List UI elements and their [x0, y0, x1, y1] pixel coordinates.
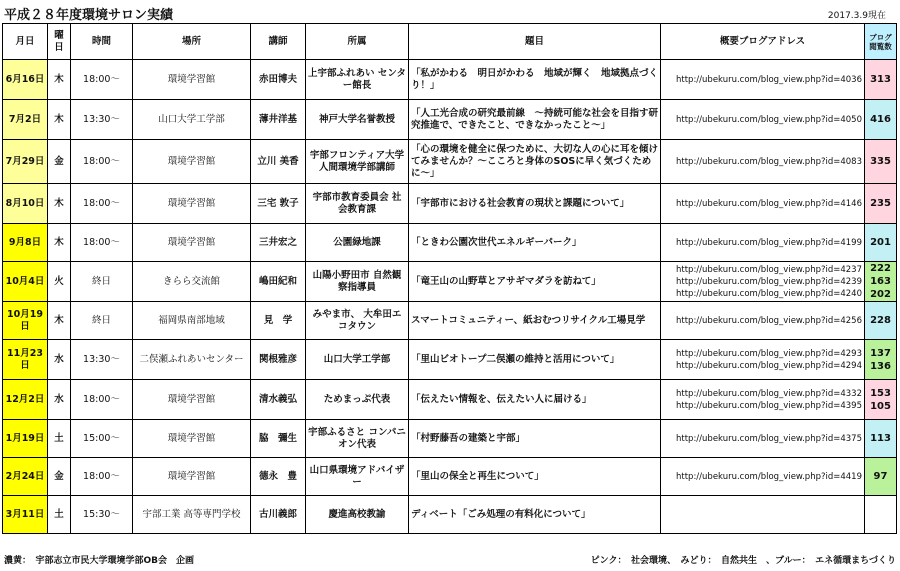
table-row — [3, 140, 897, 184]
cell-speaker: 脇 彌生 — [251, 420, 306, 458]
cell-date: 11月23日 — [3, 340, 48, 380]
table-row — [3, 458, 897, 496]
blog-link[interactable]: http://ubekuru.com/blog_view.php?id=4240 — [676, 288, 862, 299]
cell-date: 1月19日 — [3, 420, 48, 458]
cell-affiliation: 宇部市教育委員会 社会教育課 — [306, 184, 409, 224]
cell-speaker: 清水義弘 — [251, 380, 306, 420]
table-row — [3, 340, 897, 380]
cell-speaker: 三井宏之 — [251, 224, 306, 262]
cell-date: 12月2日 — [3, 380, 48, 420]
cell-time: 15:30～ — [71, 496, 133, 534]
view-count: 202 — [870, 289, 891, 300]
cell-blog-url[interactable] — [661, 224, 865, 262]
header-time: 時間 — [71, 24, 133, 60]
salon-table — [2, 23, 897, 534]
cell-blog-url[interactable] — [661, 420, 865, 458]
cell-affiliation: みやま市、 大牟田エコタウン — [306, 302, 409, 340]
cell-topic: 「竜王山の山野草とアサギマダラを訪ねて」 — [409, 262, 661, 302]
cell-blog-url[interactable] — [661, 458, 865, 496]
blog-link[interactable]: http://ubekuru.com/blog_view.php?id=4146 — [676, 198, 862, 209]
blog-link[interactable]: http://ubekuru.com/blog_view.php?id=4375 — [676, 433, 862, 444]
cell-date: 9月8日 — [3, 224, 48, 262]
table-row — [3, 60, 897, 100]
view-count: 105 — [870, 400, 891, 412]
cell-date: 10月4日 — [3, 262, 48, 302]
cell-blog-url[interactable] — [661, 380, 865, 420]
table-row — [3, 380, 897, 420]
cell-affiliation: 宇部ふるさと コンパニオン代表 — [306, 420, 409, 458]
cell-affiliation: 慶進高校教諭 — [306, 496, 409, 534]
header-views: ブログ 閲覧数 — [865, 24, 897, 60]
cell-topic: 「私がかわる 明日がかわる 地域が輝く 地域拠点づくり！」 — [409, 60, 661, 100]
cell-speaker: 嶋田紀和 — [251, 262, 306, 302]
cell-weekday: 水 — [48, 380, 71, 420]
cell-weekday: 金 — [48, 458, 71, 496]
cell-affiliation: 宇部フロンティア大学 人間環境学部講師 — [306, 140, 409, 184]
cell-views — [865, 340, 897, 380]
cell-weekday: 土 — [48, 420, 71, 458]
blog-link[interactable]: http://ubekuru.com/blog_view.php?id=4419 — [676, 471, 862, 482]
cell-time: 終日 — [71, 262, 133, 302]
cell-date: 10月19日 — [3, 302, 48, 340]
cell-place: きらら交流館 — [133, 262, 251, 302]
header-topic: 題目 — [409, 24, 661, 60]
footer-note: 濃黄： 宇部志立市民大学環境学部OB会 企画 — [4, 556, 195, 566]
cell-topic: スマートコミュニティー、紙おむつリサイクル工場見学 — [409, 302, 661, 340]
cell-time: 18:00～ — [71, 184, 133, 224]
cell-views — [865, 458, 897, 496]
cell-topic: ディベート「ごみ処理の有料化について」 — [409, 496, 661, 534]
blog-link[interactable]: http://ubekuru.com/blog_view.php?id=4294 — [676, 360, 862, 371]
view-count: 163 — [870, 276, 891, 287]
cell-topic: 「人工光合成の研究最前線 ～持続可能な社会を目指す研究推進で、できたこと、できなかったこと～」 — [409, 100, 661, 140]
cell-weekday: 水 — [48, 340, 71, 380]
table-row — [3, 184, 897, 224]
cell-date: 8月10日 — [3, 184, 48, 224]
cell-blog-url[interactable] — [661, 60, 865, 100]
cell-weekday: 金 — [48, 140, 71, 184]
header-place: 場所 — [133, 24, 251, 60]
cell-affiliation: 山口県環境アドバイザー — [306, 458, 409, 496]
cell-blog-url — [661, 496, 865, 534]
cell-weekday: 木 — [48, 224, 71, 262]
cell-speaker: 赤田博夫 — [251, 60, 306, 100]
cell-affiliation: 山口大学工学部 — [306, 340, 409, 380]
cell-blog-url[interactable] — [661, 184, 865, 224]
table-row — [3, 262, 897, 302]
blog-link[interactable]: http://ubekuru.com/blog_view.php?id=4083 — [676, 156, 862, 167]
cell-place: 環境学習館 — [133, 184, 251, 224]
table-row — [3, 420, 897, 458]
cell-place: 環境学習館 — [133, 380, 251, 420]
blog-link[interactable]: http://ubekuru.com/blog_view.php?id=4050 — [676, 114, 862, 125]
cell-speaker: 德永 豊 — [251, 458, 306, 496]
blog-link[interactable]: http://ubekuru.com/blog_view.php?id=4256 — [676, 315, 862, 326]
cell-weekday: 木 — [48, 60, 71, 100]
cell-views — [865, 100, 897, 140]
cell-views — [865, 420, 897, 458]
header-date: 月日 — [3, 24, 48, 60]
view-count: 416 — [870, 114, 891, 125]
cell-affiliation: 上宇部ふれあい センター館長 — [306, 60, 409, 100]
cell-place: 環境学習館 — [133, 458, 251, 496]
cell-weekday: 木 — [48, 184, 71, 224]
blog-link[interactable]: http://ubekuru.com/blog_view.php?id=4332 — [676, 388, 862, 399]
header-affiliation: 所属 — [306, 24, 409, 60]
cell-date: 3月11日 — [3, 496, 48, 534]
cell-place: 環境学習館 — [133, 224, 251, 262]
cell-views — [865, 140, 897, 184]
blog-link[interactable]: http://ubekuru.com/blog_view.php?id=4293 — [676, 348, 862, 359]
cell-weekday: 火 — [48, 262, 71, 302]
cell-affiliation: ためまっぷ代表 — [306, 380, 409, 420]
view-count: 335 — [870, 156, 891, 167]
cell-date: 6月16日 — [3, 60, 48, 100]
cell-views — [865, 380, 897, 420]
cell-weekday: 木 — [48, 302, 71, 340]
cell-speaker: 古川義郎 — [251, 496, 306, 534]
cell-time: 18:00～ — [71, 60, 133, 100]
cell-place: 環境学習館 — [133, 140, 251, 184]
view-count: 201 — [870, 237, 891, 248]
cell-time: 18:00～ — [71, 380, 133, 420]
cell-date: 7月29日 — [3, 140, 48, 184]
cell-views — [865, 224, 897, 262]
cell-speaker: 薄井洋基 — [251, 100, 306, 140]
color-legend: ピンク： 社会環境、 みどり： 自然共生 、ブルー： エネ循環まちづくり — [590, 556, 896, 566]
table-row — [3, 302, 897, 340]
cell-date: 2月24日 — [3, 458, 48, 496]
header-speaker: 講師 — [251, 24, 306, 60]
cell-place: 宇部工業 高等専門学校 — [133, 496, 251, 534]
cell-blog-url[interactable] — [661, 262, 865, 302]
cell-place: 山口大学工学部 — [133, 100, 251, 140]
cell-time: 13:30～ — [71, 340, 133, 380]
cell-affiliation: 山陽小野田市 自然観察指導員 — [306, 262, 409, 302]
blog-link[interactable]: http://ubekuru.com/blog_view.php?id=4237 — [676, 264, 862, 275]
cell-time: 13:30～ — [71, 100, 133, 140]
cell-place: 環境学習館 — [133, 420, 251, 458]
cell-speaker: 三宅 敦子 — [251, 184, 306, 224]
cell-place: 二俣瀬ふれあいセンター — [133, 340, 251, 380]
as-of-date: 2017.3.9現在 — [827, 11, 886, 21]
view-count: 153 — [870, 387, 891, 399]
cell-topic: 「宇部市における社会教育の現状と課題について」 — [409, 184, 661, 224]
cell-time: 終日 — [71, 302, 133, 340]
view-count: 313 — [870, 74, 891, 85]
cell-blog-url[interactable] — [661, 340, 865, 380]
cell-views — [865, 184, 897, 224]
cell-topic: 「ときわ公園次世代エネルギーパーク」 — [409, 224, 661, 262]
cell-blog-url[interactable] — [661, 100, 865, 140]
blog-link[interactable]: http://ubekuru.com/blog_view.php?id=4239 — [676, 276, 862, 287]
view-count: 228 — [870, 315, 891, 326]
blog-link[interactable]: http://ubekuru.com/blog_view.php?id=4036 — [676, 74, 862, 85]
cell-views — [865, 60, 897, 100]
cell-topic: 「里山ビオトープ二俣瀬の維持と活用について」 — [409, 340, 661, 380]
cell-topic: 「里山の保全と再生について」 — [409, 458, 661, 496]
view-count: 136 — [870, 360, 891, 372]
cell-speaker: 見 学 — [251, 302, 306, 340]
header-weekday: 曜日 — [48, 24, 71, 60]
cell-place: 福岡県南部地域 — [133, 302, 251, 340]
view-count: 97 — [873, 471, 888, 482]
cell-weekday: 木 — [48, 100, 71, 140]
view-count: 137 — [870, 347, 891, 359]
header-blog: 概要ブログアドレス — [661, 24, 865, 60]
blog-link[interactable]: http://ubekuru.com/blog_view.php?id=4395 — [676, 400, 862, 411]
cell-topic: 「伝えたい情報を、伝えたい人に届ける」 — [409, 380, 661, 420]
cell-date: 7月2日 — [3, 100, 48, 140]
cell-place: 環境学習館 — [133, 60, 251, 100]
table-row — [3, 224, 897, 262]
cell-views — [865, 302, 897, 340]
cell-views — [865, 262, 897, 302]
cell-affiliation: 神戸大学名誉教授 — [306, 100, 409, 140]
blog-link[interactable]: http://ubekuru.com/blog_view.php?id=4199 — [676, 237, 862, 248]
cell-affiliation: 公園緑地課 — [306, 224, 409, 262]
header-row — [3, 24, 897, 60]
cell-time: 15:00～ — [71, 420, 133, 458]
cell-blog-url[interactable] — [661, 302, 865, 340]
table-row — [3, 100, 897, 140]
cell-weekday: 土 — [48, 496, 71, 534]
cell-topic: 「村野藤吾の建築と宇部」 — [409, 420, 661, 458]
cell-time: 18:00～ — [71, 140, 133, 184]
cell-views — [865, 496, 897, 534]
cell-speaker: 関根雅彦 — [251, 340, 306, 380]
cell-time: 18:00～ — [71, 224, 133, 262]
table-row — [3, 496, 897, 534]
view-count: 235 — [870, 198, 891, 209]
view-count: 222 — [870, 263, 891, 274]
cell-time: 18:00～ — [71, 458, 133, 496]
cell-topic: 「心の環境を健全に保つために、大切な人の心に耳を傾けてみませんか？～こころと身体のSOSに早く気づくために～」 — [409, 140, 661, 184]
cell-blog-url[interactable] — [661, 140, 865, 184]
cell-speaker: 立川 美香 — [251, 140, 306, 184]
view-count: 113 — [870, 433, 891, 444]
page-title: 平成２８年度環境サロン実績 — [4, 8, 174, 23]
